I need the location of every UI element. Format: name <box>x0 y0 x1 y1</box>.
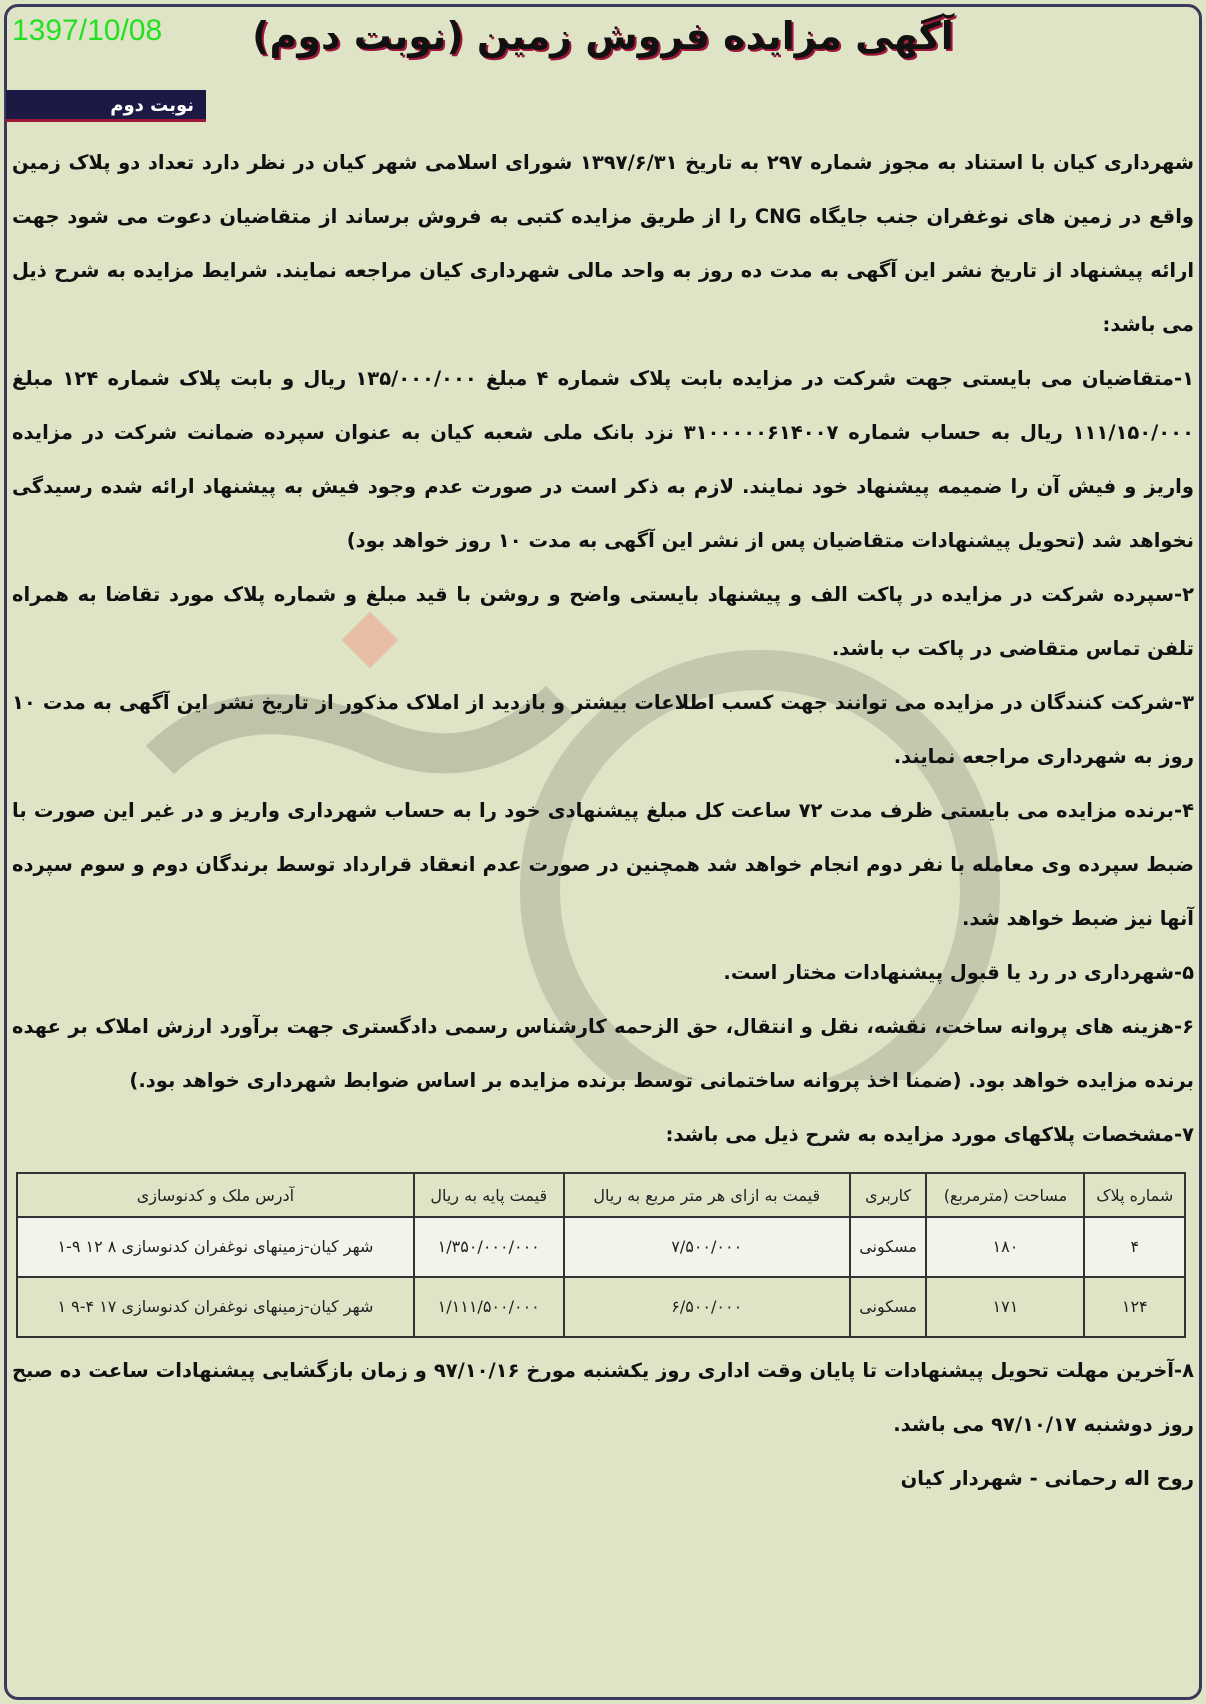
cell-area: ۱۸۰ <box>926 1217 1084 1277</box>
table-row <box>17 1277 1185 1337</box>
condition-8: ۸-آخرین مهلت تحویل پیشنهادات تا پایان وقت اداری روز یکشنبه مورخ ۹۷/۱۰/۱۶ و زمان بازگشایی پیشنهادات ساعت ده صبح روز دوشنبه ۹۷/۱۰/۱۷ می باشد. <box>12 1359 1194 1436</box>
ad-content <box>12 136 1194 1506</box>
condition-2: ۲-سپرده شرکت در مزایده در پاکت الف و پیشنهاد بایستی واضح و روشن با قید مبلغ و شماره پلاک مورد تقاضا به همراه تلفن تماس متقاضی در پاکت ب باشد. <box>12 583 1194 660</box>
intro-paragraph: شهرداری کیان با استناد به مجوز شماره ۲۹۷ به تاریخ ۱۳۹۷/۶/۳۱ شورای اسلامی شهر کیان در نظر دارد تعداد دو پلاک زمین واقع در زمین های نوغفران جنب جایگاه CNG را از طریق مزایده کتبی به فروش برساند از متقاضیان دعوت می شود جهت ارائه پیشنهاد از تاریخ نشر این آگهی به مدت ده روز به واحد مالی شهرداری کیان مراجعه نمایند. شرایط مزایده به شرح ذیل می باشد: <box>12 151 1194 336</box>
header-usage: کاربری <box>850 1173 927 1217</box>
header-price-per-m2: قیمت به ازای هر متر مربع به ریال <box>564 1173 850 1217</box>
condition-4: ۴-برنده مزایده می بایستی ظرف مدت ۷۲ ساعت کل مبلغ پیشنهادی خود را به حساب شهرداری واریز و در غیر این صورت با ضبط سپرده وی معامله با نفر دوم انجام خواهد شد همچنین در صورت عدم انعقاد قرارداد توسط برندگان دوم و سوم سپرده آنها نیز ضبط خواهد شد. <box>12 799 1194 930</box>
ad-body <box>12 136 1194 1162</box>
cell-price-per-m2: ۷/۵۰۰/۰۰۰ <box>564 1217 850 1277</box>
date-stamp: 1397/10/08 <box>12 14 163 47</box>
condition-6: ۶-هزینه های پروانه ساخت، نقشه، نقل و انتقال، حق الزحمه کارشناس رسمی دادگستری جهت برآورد ارزش املاک بر عهده برنده مزایده خواهد بود. (ضمنا اخذ پروانه ساختمانی توسط برنده مزایده بر اساس ضوابط شهرداری خواهد بود.) <box>12 1015 1194 1092</box>
cell-usage: مسکونی <box>850 1217 927 1277</box>
header-area: مساحت (مترمربع) <box>926 1173 1084 1217</box>
cell-base-price: ۱/۳۵۰/۰۰۰/۰۰۰ <box>414 1217 564 1277</box>
condition-1: ۱-متقاضیان می بایستی جهت شرکت در مزایده بابت پلاک شماره ۴ مبلغ ۱۳۵/۰۰۰/۰۰۰ ریال و بابت پلاک شماره ۱۲۴ مبلغ ۱۱۱/۱۵۰/۰۰۰ ریال به حساب شماره ۳۱۰۰۰۰۰۶۱۴۰۰۷ نزد بانک ملی شعبه کیان به عنوان سپرده ضمانت شرکت در مزایده واریز و فیش آن را ضمیمه پیشنهاد خود نمایند. لازم به ذکر است در صورت عدم وجود فیش به پیشنهاد ارائه شده رسیدگی نخواهد شد (تحویل پیشنهادات متقاضیان پس از نشر این آگهی به مدت ۱۰ روز خواهد بود) <box>12 367 1195 552</box>
signature: روح اله رحمانی - شهردار کیان <box>900 1467 1194 1490</box>
condition-7: ۷-مشخصات پلاکهای مورد مزایده به شرح ذیل می باشد: <box>665 1123 1194 1146</box>
ad-footer <box>12 1344 1194 1506</box>
cell-address: شهر کیان-زمینهای نوغفران کدنوسازی ۸ ۱۲ ۹-۱ <box>17 1217 414 1277</box>
plots-table <box>16 1172 1186 1338</box>
round-badge: نوبت دوم <box>6 90 206 122</box>
condition-3: ۳-شرکت کنندگان در مزایده می توانند جهت کسب اطلاعات بیشتر و بازدید از املاک مذکور از تاریخ نشر این آگهی به مدت ۱۰ روز به شهرداری مراجعه نمایند. <box>12 691 1194 768</box>
condition-5: ۵-شهرداری در رد یا قبول پیشنهادات مختار است. <box>723 961 1194 984</box>
cell-area: ۱۷۱ <box>926 1277 1084 1337</box>
ad-title: آگهی مزایده فروش زمین (نوبت دوم) <box>252 14 954 58</box>
table-header-row <box>17 1173 1185 1217</box>
cell-base-price: ۱/۱۱۱/۵۰۰/۰۰۰ <box>414 1277 564 1337</box>
cell-price-per-m2: ۶/۵۰۰/۰۰۰ <box>564 1277 850 1337</box>
cell-plot-number: ۴ <box>1084 1217 1185 1277</box>
cell-plot-number: ۱۲۴ <box>1084 1277 1185 1337</box>
header-plot-number: شماره پلاک <box>1084 1173 1185 1217</box>
header-base-price: قیمت پایه به ریال <box>414 1173 564 1217</box>
table-row <box>17 1217 1185 1277</box>
header-address: آدرس ملک و کدنوسازی <box>17 1173 414 1217</box>
cell-address: شهر کیان-زمینهای نوغفران کدنوسازی ۱۷ ۴-۹ ۱ <box>17 1277 414 1337</box>
cell-usage: مسکونی <box>850 1277 927 1337</box>
